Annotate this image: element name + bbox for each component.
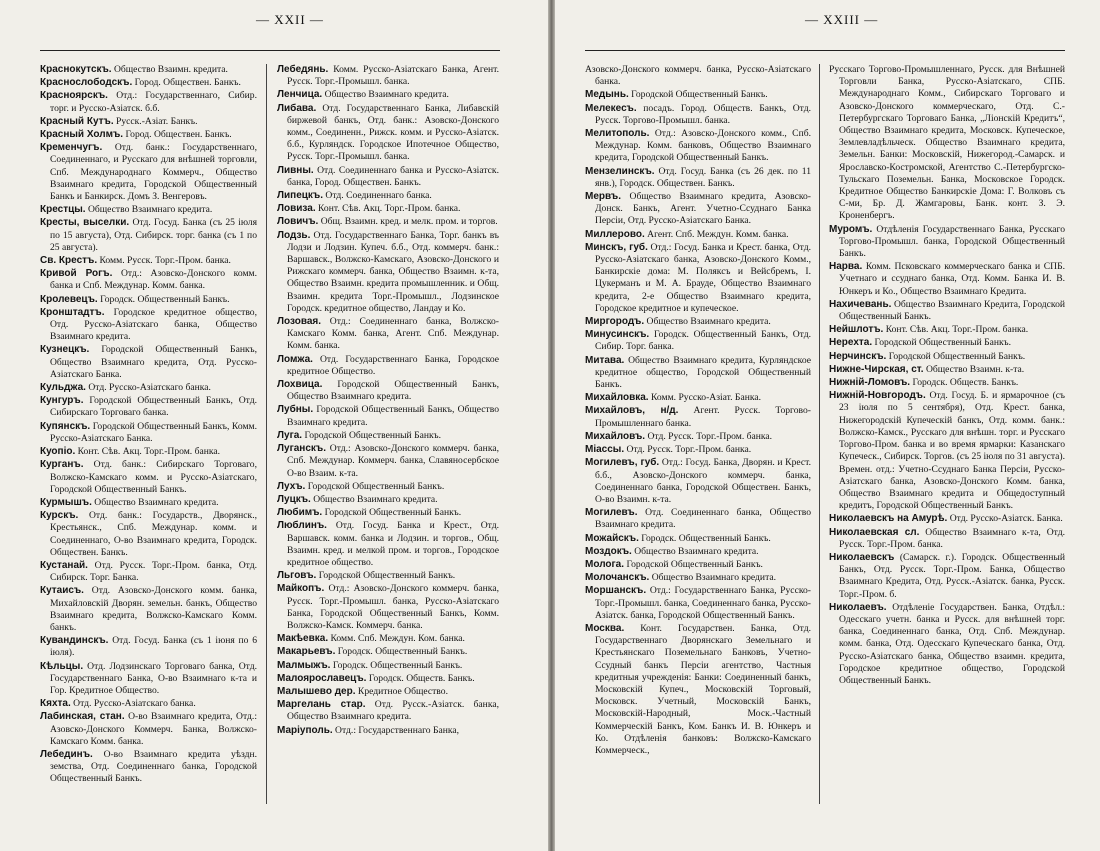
directory-entry (40, 64, 257, 76)
entry-town-name: Митава. (585, 354, 625, 366)
directory-entry (277, 89, 499, 101)
entry-town-name: Москва. (585, 622, 625, 634)
entry-town-name: Маргелань стар. (277, 699, 366, 711)
directory-entry (277, 190, 499, 202)
entry-town-name: Михайловъ. (585, 430, 646, 442)
directory-entry (40, 77, 257, 89)
directory-entry (585, 128, 811, 165)
entry-institutions: Русскаго Торгово-Промышленнаго, Русск. для Внѣшней Торговли Банка, Русско-Азіатскаго, СПБ. Международнаго Комм., Сибирскаго Торговаго и Азовско-Донского коммерческаго, Отд. С.-Петербургскаго Торговаго Банка, „Ліонскій Кредитъ“, Общество Взаимнаго кредита, Московск. Купеческое, Землевладѣльческ. Общество Взаимнаго кредита, Земельн. Банки: Московскій, Нижегород.-Самарск. и Ярославско-Костромской, Агентство С.-Петербургско-Тульскаго Поземельн. Банка, Московское Городск. Кредитное Общество Банкирскіе Дома: Г. Волковъ съ С-ми, Бр. Д. Жамгаровы, Банк. конт. З. Э. Кроненбергъ. (829, 64, 1065, 222)
directory-entry (585, 546, 811, 558)
directory-entry (829, 299, 1065, 323)
directory-entry (829, 390, 1065, 512)
entry-institutions: Конт. Сѣв. Акц. Торг.-Пром. банка. (77, 446, 221, 458)
entry-town-name: Нижній-Новгородъ. (829, 390, 926, 402)
directory-entry (585, 392, 811, 404)
entry-town-name: Миллерово. (585, 228, 645, 240)
directory-entry (277, 203, 499, 215)
entry-town-name: Кресты, выселки. (40, 217, 130, 229)
entry-institutions: Отд.: Государственнаго, Сибир. торг. и Русско-Азіатск. б.б. (50, 90, 257, 114)
entry-institutions: Городск. Обществ. Банкъ. (912, 377, 1019, 389)
entry-institutions: Отд.: Государственнаго Банка, (335, 724, 460, 736)
directory-entry (277, 646, 499, 658)
entry-town-name: Либава. (277, 102, 317, 114)
entry-institutions: Отд. Госуд. Банка (съ 26 дек. по 11 янв.), Городск. Обществен. Банкъ. (595, 165, 811, 189)
entry-town-name: Кузнецкъ. (40, 344, 90, 356)
directory-entry (585, 457, 811, 506)
column-divider-left (266, 64, 267, 804)
entry-institutions: Общество Взаимн. к-та. (925, 363, 1025, 375)
entry-town-name: Ловичъ. (277, 216, 319, 228)
entry-town-name: Могилевъ. (585, 507, 638, 519)
entry-town-name: Нахичевань. (829, 298, 892, 310)
entry-town-name: Малмыжъ. (277, 659, 331, 671)
directory-entry (585, 242, 811, 315)
directory-entry (40, 585, 257, 634)
entry-institutions: Отд. Соединеннаго банка. (325, 190, 432, 202)
column-2 (277, 64, 499, 738)
directory-entry (829, 351, 1065, 363)
entry-institutions: Городской Общественный Банкъ. (631, 89, 768, 101)
entry-institutions: Город. Обществен. Банкъ. (125, 129, 232, 141)
directory-entry (40, 711, 257, 748)
entry-town-name: Кульджа. (40, 382, 86, 394)
entry-town-name: Купянскъ. (40, 420, 91, 432)
entry-institutions: Город. Обществен. Банкъ. (134, 77, 241, 89)
entry-town-name: Лохвица. (277, 379, 323, 391)
entry-town-name: Мелитополь. (585, 128, 650, 140)
entry-institutions: Общество Взаимнаго кредита. (634, 545, 759, 557)
directory-entry (40, 90, 257, 114)
entry-institutions: Общество Взаимн. кредита. (113, 64, 228, 75)
directory-entry (40, 661, 257, 698)
directory-entry (277, 430, 499, 442)
directory-entry (829, 261, 1065, 298)
directory-entry (40, 395, 257, 419)
entry-institutions: Агент. Спб. Междун. Комм. банка. (647, 228, 789, 240)
directory-entry (585, 431, 811, 443)
entry-town-name: Кунгуръ. (40, 395, 84, 407)
entry-institutions: Городск. Общественный Банкъ. (641, 532, 771, 544)
directory-entry (277, 481, 499, 493)
entry-town-name: Нерчинскъ. (829, 350, 887, 362)
entry-institutions: Отд. Государственнаго Банка, Городское кредитное Общество. (287, 353, 499, 377)
entry-institutions: О-во Взаимнаго кредита уѣздн. земства, Отд. Соединеннаго банка, Городской Общественный Банкъ. (50, 748, 257, 785)
entry-town-name: Маріуполь. (277, 724, 333, 736)
header-rule-left (40, 50, 500, 51)
entry-institutions: Городское кредитное общество, Отд. Русско-Азіатскаго банка, Общество Взаимнаго кредита. (50, 306, 257, 343)
entry-town-name: Крестцы. (40, 204, 86, 216)
entry-institutions: Отд.: Азовско-Донского комм. банка и Спб. Междунар. Комм. банка. (50, 268, 257, 292)
entry-institutions: Общество Взаимнаго кредита. (94, 496, 219, 508)
entry-town-name: Кутаисъ. (40, 585, 84, 597)
entry-institutions: Отд. Русско-Азіатск. Банка. (949, 513, 1063, 525)
directory-entry (277, 216, 499, 228)
directory-entry (40, 382, 257, 394)
directory-entry (829, 602, 1065, 687)
entry-town-name: Моршанскъ. (585, 585, 647, 597)
entry-town-name: Малышево дер. (277, 685, 356, 697)
entry-institutions: Городской Общественный Банкъ, Общество Взаимнаго кредита. (287, 379, 499, 403)
entry-institutions: Комм. Псковскаго коммерческаго банка и СПБ. Учетнаго и ссуднаго банка, Отд. Комм. Банка И. В. Юнкеръ и Ко., Общество Взаимнаго Кредита. (839, 261, 1065, 297)
entry-town-name: Кѣльцы. (40, 660, 84, 672)
entry-town-name: Николаевскъ (829, 551, 895, 563)
entry-town-name: Нарва. (829, 261, 863, 273)
entry-town-name: Лабинская, стан. (40, 711, 125, 723)
entry-institutions: Отд. банк.: Государств., Дворянск., Крестьянск., Спб. Междунар. комм. и Соединеннаго, О-во Взаимнаго кредита, Городск. Обществен. Банкъ. (50, 510, 257, 558)
entry-institutions: Отд.: Соединеннаго банка, Волжско-Камскаго Комм. банка, Агент. Спб. Междунар. Комм. банка. (287, 316, 499, 352)
directory-entry (585, 405, 811, 429)
entry-institutions: Городской Общественный Банкъ. (307, 480, 445, 492)
entry-institutions: Отд. Соединеннаго банка, Общество Взаимнаго кредита. (595, 507, 811, 531)
directory-entry (277, 699, 499, 723)
entry-town-name: Лозовая. (277, 316, 322, 328)
header-rule-right (585, 50, 1065, 51)
directory-entry (277, 583, 499, 632)
entry-institutions: Азовско-Донского коммерч. банка, Русско-Азіатскаго банка. (585, 64, 811, 88)
entry-institutions: Отд. Азовско-Донского комм. банка, Михайловскій Дворян. земельн. банкъ, Общество Взаимнаго кредита, Волжско-Камскаго Комм. банкъ. (50, 585, 257, 633)
entry-institutions: Комм. Спб. Междун. Ком. банка. (330, 633, 465, 645)
directory-entry (829, 364, 1065, 376)
directory-entry (40, 344, 257, 381)
entry-town-name: Михайловка. (585, 392, 649, 404)
directory-entry (40, 116, 257, 128)
entry-town-name: Курскъ. (40, 510, 79, 522)
entry-institutions: Конт. Государствен. Банка, Отд. Государственнаго Дворянскаго Земельнаго и Крестьянскаго Поземельнаго Банковъ, Учетно-Ссудный банкъ Персіи агентство, Частныя кредитныя учрежденія: Банки: Соединенный банкъ, Московскій Купеч., Московскій Торговый, Московск. Учетный, Московскій Банкъ, Московскій-Народный, Моск.-Частный Коммерческій Банкъ, Ком. Банкъ И. В. Юнкеръ и Ко. Отдѣленія банковъ: Волжско-Камскаго Коммерческ., (595, 622, 811, 756)
directory-entry (829, 513, 1065, 525)
entry-institutions: Отд. Соединеннаго банка и Русско-Азіатск. банка, Город. Обществен. Банкъ. (287, 164, 499, 188)
entry-town-name: Муромъ. (829, 223, 873, 235)
entry-town-name: Кролевецъ. (40, 293, 98, 305)
entry-town-name: Мологa. (585, 558, 625, 570)
entry-town-name: Лебединъ. (40, 748, 93, 760)
entry-institutions: Конт. Сѣв. Акц. Торг.-Пром. банка. (318, 203, 461, 215)
entry-town-name: Нерехта. (829, 337, 873, 349)
directory-entry (40, 497, 257, 509)
directory-entry (829, 324, 1065, 336)
entry-town-name: Лухъ. (277, 480, 306, 492)
directory-entry (277, 686, 499, 698)
directory-entry (585, 355, 811, 392)
entry-town-name: Ловиза. (277, 203, 316, 215)
entry-institutions: Городск. Общественный Банкъ, Отд. Сибир. Торг. банка. (595, 329, 811, 353)
directory-entry (40, 204, 257, 216)
entry-town-name: Красноярскъ. (40, 90, 108, 102)
entry-town-name: Николаевская сл. (829, 526, 920, 538)
entry-town-name: Макѣевка. (277, 633, 329, 645)
entry-town-name: Ливны. (277, 164, 314, 176)
entry-institutions: Общество Взаимнаго кредита. (313, 493, 438, 505)
entry-town-name: Липецкъ. (277, 190, 323, 202)
entry-town-name: Нижній-Ломовъ. (829, 377, 911, 389)
entry-town-name: Малоярославецъ. (277, 672, 367, 684)
entry-town-name: Михайловъ, н/д. (585, 405, 679, 417)
directory-entry (277, 404, 499, 428)
entry-institutions: Городск. Общественный Банкъ. (337, 646, 468, 658)
directory-entry (277, 103, 499, 164)
directory-entry (40, 129, 257, 141)
directory-entry (40, 560, 257, 584)
page-number-left: — XXII — (256, 12, 324, 27)
directory-entry (277, 165, 499, 189)
entry-institutions: О-во Взаимнаго кредита, Отд.: Азовско-Донского Коммерч. Банка, Волжско-Камскаго Комм. банка. (50, 711, 257, 747)
entry-town-name: Курмышъ. (40, 496, 92, 508)
entry-institutions: Отд.: Госуд. Банка, Дворян. и Крест. б.б., Азовско-Донского коммерч. банка, Соединеннаго банка, Городской Обществен. Банкъ, О-во Взаимн. к-та. (595, 457, 811, 505)
entry-institutions: Городской Общественный Банкъ. (304, 429, 442, 441)
entry-institutions: (Самарск. г.). Городск. Общественный Банкъ, Отд. Русск. Торг.-Пром. Банка, Общество Взаимнаго Кредита, Отд. Русск.-Азіатск. банка, Русск. Торг.-Пром. б. (839, 551, 1065, 600)
entry-institutions: Отд. Госуд. Б. и ярмарочное (съ 23 іюля по 5 сентября), Отд. Крест. банка, Нижегородскій Купеческій банкъ, Отд. комм. банк.: Волжско-Камск., Русскаго для внѣшн. торг. и Русскаго Торгово-Пром. банка и во время ярмарки: Казанскаго Купеческ., Сибирск. Торгов. (съ 25 іюля по 31 августа). Времен. отд.: Учетно-Ссуднаго Банка Персіи, Русско-Азіатскаго банка, Азовско-Донского Комм. банка, Общество Взаимнаго кредита и Общедоступный кредитъ, Городской Общественный Банкъ. (839, 390, 1065, 512)
directory-entry (585, 572, 811, 584)
entry-institutions: Отд. Госуд. Банка (съ 25 іюля по 15 августа), Отд. Сибирск. торг. банка (съ 1 по 25 августа). (50, 217, 257, 253)
entry-town-name: Майкопъ. (277, 583, 325, 595)
entry-town-name: Миргородъ. (585, 316, 645, 328)
entry-institutions: Комм. Русск. Торг.-Пром. банка. (99, 255, 231, 267)
directory-entry (585, 166, 811, 190)
directory-entry (829, 527, 1065, 551)
directory-entry (585, 191, 811, 228)
directory-entry (40, 635, 257, 659)
entry-institutions: Отд. Русско-Азіатскаго банка. (88, 382, 211, 394)
entry-town-name: Луганскъ. (277, 443, 326, 455)
column-1 (40, 64, 257, 787)
entry-town-name: Кронштадтъ. (40, 306, 105, 318)
column-4 (829, 64, 1065, 688)
entry-institutions: Кредитное Общество. (357, 685, 448, 697)
entry-institutions: Общество Взаимнаго кредита. (651, 572, 777, 584)
entry-institutions: Городской Общественный Банкъ. (874, 337, 1012, 349)
entry-institutions: Отд.: Азовско-Донского комм., Спб. Междунар. Комм. банковъ, Общество Взаимнаго кредита, Городской Общественный Банкъ. (595, 128, 811, 164)
entry-town-name: Люблинъ. (277, 520, 327, 532)
entry-institutions: Городской Общественный Банкъ, Отд. Сибирскаго Торговаго банка. (50, 395, 257, 419)
entry-institutions: Городской Общественный Банкъ. (626, 558, 763, 570)
directory-entry (277, 64, 499, 88)
directory-entry (40, 307, 257, 344)
directory-entry (585, 89, 811, 101)
entry-institutions: Городск. Общественный Банкъ. (332, 659, 463, 671)
entry-institutions: Агент. Русск. Торгово-Промышленнаго банка. (595, 405, 811, 429)
directory-entry (277, 673, 499, 685)
entry-town-name: Красный Кутъ. (40, 115, 114, 127)
entry-town-name: Николаевскъ на Амурѣ. (829, 513, 948, 525)
entry-institutions: Отд. Русск. Торг.-Пром. банка. (647, 430, 773, 442)
entry-institutions: Отд. Госуд. Банка (съ 1 іюня по 6 іюля). (50, 635, 257, 659)
entry-town-name: Моздокъ. (585, 545, 632, 557)
entry-institutions: Отд. Русско-Азіатскаго банка. (73, 698, 196, 710)
entry-institutions: Комм. Русско-Азіат. Банка. (650, 392, 762, 404)
entry-institutions: Городской Общественный Банкъ, Общество Взаимнаго кредита, Отд. Русско-Азіатскаго Банка. (50, 344, 257, 380)
directory-entry (829, 552, 1065, 601)
directory-entry (585, 64, 811, 88)
entry-institutions: Общество Взаимнаго кредита, Курляндское кредитное общество, Городской Общественный Банкъ. (595, 354, 811, 391)
directory-entry (277, 316, 499, 353)
entry-town-name: Лубны. (277, 404, 314, 416)
entry-town-name: Могилевъ, губ. (585, 457, 660, 469)
entry-institutions: Русск.-Азіат. Банкъ. (116, 115, 198, 127)
entry-institutions: Отд. Государственнаго Банка, Либавскій биржевой банкъ, Отд. банк.: Азовско-Донского комм., Соединенн., Рижск. комм. и Русско-Азіатск. б.б., Курляндск. Городское Ипотечное Общество, Русск. Торг.-Промышл. банка. (287, 102, 499, 163)
directory-entry (40, 217, 257, 254)
entry-institutions: Городской Общественный Банкъ. (324, 507, 462, 519)
entry-town-name: Любимъ. (277, 507, 323, 519)
directory-entry (829, 337, 1065, 349)
directory-entry (829, 224, 1065, 261)
entry-institutions: Общество Взаимнаго кредита. (646, 316, 771, 328)
directory-entry (40, 459, 257, 496)
directory-entry (277, 633, 499, 645)
entry-institutions: Общество Взаимнаго кредита, Азовско-Донск. Банкъ, Агент. Учетно-Ссуднаго Банка Персіи, Отд. Русско-Азіатскаго Банка. (595, 191, 811, 227)
entry-institutions: Общество Взаимнаго к-та, Отд. Русск. Торг.-Пром. банка. (839, 526, 1065, 550)
entry-institutions: Отд.: Азовско-Донского коммерч. банка, Спб. Междунар. Коммерч. банка, Славяносербское О-во Взаим. к-та. (287, 443, 499, 479)
left-page (0, 0, 548, 851)
entry-institutions: Отд. Русск.-Азіатск. банка, Общество Взаимнаго кредита. (287, 699, 499, 723)
directory-entry (40, 255, 257, 267)
entry-institutions: Отд.: Азовско-Донского коммерч. банка, Русск. Торг.-Промышл. банка, Русско-Азіатскаго Банка, Городской Общественный Банкъ, Комм. Волжско-Камск. Коммерч. банка. (287, 583, 499, 631)
directory-entry (40, 142, 257, 203)
entry-institutions: Отд. банк.: Сибирскаго Торговаго, Волжско-Камскаго комм. и Русско-Азіатскаго, Городской Общественный Банкъ. (50, 459, 257, 495)
directory-entry (277, 443, 499, 480)
directory-entry (585, 229, 811, 241)
entry-institutions: Общество Взаимнаго кредита. (87, 204, 213, 216)
entry-town-name: Нижне-Чирская, ст. (829, 363, 924, 375)
entry-institutions: Отд.: Госуд. Банка и Крест. банка, Отд. Русско-Азіатскаго банка, Азовско-Донского Комм., Банкирскіе дома: М. Поляксъ и Вейсбремъ, І. Цукерманъ и М. А. Брауде, Общество Взаимнаго кредита, 2-е Общество Взаимнаго кредита, Городское кредитное и купеческое. (595, 241, 811, 314)
entry-town-name: Краснокутскъ. (40, 64, 112, 75)
right-page (555, 0, 1100, 851)
entry-institutions: Общество Взаимнаго кредита. (324, 89, 449, 101)
directory-entry (40, 510, 257, 559)
entry-institutions: посадъ. Город. Обществ. Банкъ, Отд. Русск. Торгово-Промышл. банка. (595, 102, 811, 126)
entry-town-name: Кременчугъ. (40, 142, 103, 154)
entry-institutions: Городск. Обществ. Банкъ. (368, 672, 475, 684)
entry-town-name: Міассы. (585, 444, 625, 456)
entry-institutions: Отд. банк.: Государственнаго, Соединеннаго, и Русскаго для внѣшней торговли, Спб. Международнаго Коммерч., Общество Взаимнаго кредита, Городской Общественный Банкъ и Банкирск. Домъ З. Венгеровъ. (50, 142, 257, 203)
entry-town-name: Кривой Рогъ. (40, 268, 113, 280)
directory-entry (277, 354, 499, 378)
directory-entry (829, 377, 1065, 389)
entry-town-name: Мелекесъ. (585, 102, 637, 114)
directory-entry (277, 507, 499, 519)
directory-entry (40, 294, 257, 306)
entry-town-name: Мервъ. (585, 191, 621, 203)
entry-institutions: Отдѣленія Государственнаго Банка, Русскаго Торгово-Промышл. банка, Городской Общественный Банкъ. (839, 223, 1065, 260)
entry-town-name: Краснослободскъ. (40, 77, 133, 89)
entry-institutions: Городск. Общественный Банкъ. (100, 293, 230, 305)
directory-entry (40, 698, 257, 710)
entry-town-name: Ломжа. (277, 353, 313, 365)
entry-town-name: Минскъ, губ. (585, 241, 648, 253)
entry-town-name: Можайскъ. (585, 532, 639, 544)
directory-entry (277, 520, 499, 569)
entry-town-name: Льговъ. (277, 570, 317, 582)
directory-entry (277, 379, 499, 403)
entry-town-name: Кустанай. (40, 559, 88, 571)
page-number-right: — XXIII — (805, 12, 879, 27)
entry-institutions: Отдѣленіе Государствен. Банка, Отдѣл.: Одесскаго учетн. банка и Русск. для внѣшней торг. банка, Соединеннаго банка, Отд. Спб. Междунар. комм. банка, Отд. Одесскаго Купеческаго банка, Отд. Русско-Азіатскаго банка, Общество взаимн. кредита, Городское кредитное общество, Городской Общественный Банкъ. (839, 601, 1065, 686)
directory-entry (40, 749, 257, 786)
entry-town-name: Ленчица. (277, 89, 323, 101)
directory-entry (585, 329, 811, 353)
entry-institutions: Конт. Сѣв. Акц. Торг.-Пром. банка. (885, 324, 1029, 336)
entry-town-name: Мензелинскъ. (585, 165, 655, 177)
entry-town-name: Молочанскъ. (585, 572, 650, 584)
entry-town-name: Кувандинскъ. (40, 635, 109, 647)
entry-town-name: Куопіо. (40, 446, 76, 458)
column-divider-right (819, 64, 820, 804)
column-3 (585, 64, 811, 758)
entry-institutions: Городской Общественный Банкъ, Комм. Русско-Азіатскаго Банка. (50, 420, 257, 444)
entry-institutions: Городской Общественный Банкъ, Общество Взаимнаго кредита. (287, 404, 499, 428)
directory-entry (585, 507, 811, 531)
entry-institutions: Отд. Лодзинскаго Торговаго банка, Отд. Государственнаго Банка, О-во Взаимнаго к-та и Гор. Кредитное Общество. (50, 660, 257, 696)
directory-entry (585, 316, 811, 328)
entry-institutions: Городской Общественный Банкъ. (888, 350, 1026, 362)
directory-entry (277, 494, 499, 506)
entry-institutions: Городской Общественный Банкъ. (318, 570, 456, 582)
entry-town-name: Луцкъ. (277, 493, 311, 505)
entry-town-name: Минусинскъ. (585, 329, 650, 341)
entry-town-name: Курганъ. (40, 459, 84, 471)
entry-town-name: Медынь. (585, 89, 629, 101)
directory-entry (829, 64, 1065, 223)
directory-entry (585, 559, 811, 571)
directory-entry (40, 268, 257, 292)
entry-town-name: Луга. (277, 429, 303, 441)
directory-entry (585, 623, 811, 757)
entry-town-name: Лебедянь. (277, 64, 329, 75)
entry-institutions: Отд. Русск. Торг.-Пром. банка, Отд. Сибирск. Торг. Банка. (50, 559, 257, 584)
directory-entry (277, 570, 499, 582)
directory-entry (40, 446, 257, 458)
entry-institutions: Отд. Государственнаго Банка, Торг. банкъ въ Лодзи и Лодзин. Купеч. б.б., Отд. коммерч. банк.: Варшавск., Волжско-Камскаго, Азовско-Донского и Рижскаго коммерч. банка, Общество Взаимн. к-та, Общество Взаимн. кредита промышленник. и Общ. Взаимн. кредита Торг.-Промышл., Лодзинское Городск. кредитное общество, Ландау и Ко. (287, 229, 499, 314)
entry-institutions: Общ. Взаимн. кред. и мелк. пром. и торгов. (320, 216, 498, 228)
book-gutter (548, 0, 555, 851)
entry-town-name: Лодзь. (277, 229, 311, 241)
directory-entry (277, 725, 499, 737)
directory-entry (277, 230, 499, 315)
entry-town-name: Нейшлотъ. (829, 324, 884, 336)
entry-institutions: Отд. Русск. Торг.-Пром. банка. (626, 444, 752, 456)
entry-town-name: Св. Крестъ. (40, 255, 98, 267)
directory-entry (277, 660, 499, 672)
directory-entry (585, 103, 811, 127)
directory-entry (585, 444, 811, 456)
directory-entry (585, 585, 811, 622)
entry-institutions: Отд.: Государственнаго Банка, Русско-Торг.-Промышл. банка, Соединеннаго банка, Русско-Азіатск. банка, Городской Общественный Банкъ. (595, 585, 811, 621)
entry-town-name: Николаевъ. (829, 601, 887, 613)
entry-institutions: Общество Взаимнаго Кредита, Городской Общественный Банкъ. (839, 298, 1065, 323)
entry-institutions: Отд. Госуд. Банка и Крест., Отд. Варшавск. комм. банка и Лодзин. и торгов., Общ. Взаимн. кред. и мелкой пром. и торгов., Городское кредитное общество. (287, 520, 499, 568)
directory-entry (40, 421, 257, 445)
entry-town-name: Красный Холмъ. (40, 129, 124, 141)
entry-institutions: Комм. Русско-Азіатскаго Банка, Агент. Русск. Торг.-Промышл. банка. (287, 64, 499, 88)
entry-town-name: Кяхта. (40, 698, 71, 710)
directory-entry (585, 533, 811, 545)
entry-town-name: Макарьевъ. (277, 646, 336, 658)
